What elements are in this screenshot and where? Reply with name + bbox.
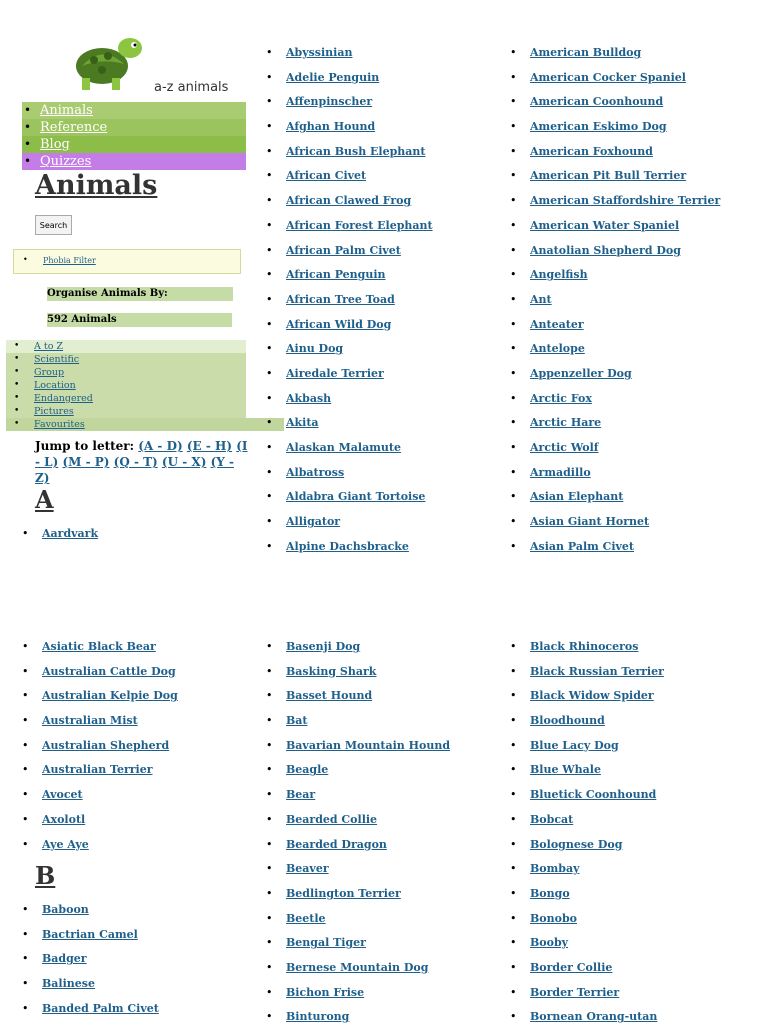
- animal-link[interactable]: Bluetick Coonhound: [530, 788, 657, 802]
- animal-link[interactable]: Armadillo: [530, 465, 591, 479]
- phobia-filter-link[interactable]: Phobia Filter: [43, 256, 96, 265]
- animal-link[interactable]: Bolognese Dog: [530, 837, 623, 851]
- animal-link[interactable]: Axolotl: [42, 812, 86, 826]
- animal-link[interactable]: Angelfish: [530, 268, 588, 282]
- animal-link[interactable]: Bearded Collie: [286, 812, 378, 826]
- animal-link[interactable]: African Civet: [286, 169, 367, 183]
- org-link[interactable]: Favourites: [34, 419, 85, 430]
- animal-count: 592 Animals: [47, 313, 232, 327]
- org-link[interactable]: A to Z: [34, 341, 64, 352]
- nav-item-reference[interactable]: [22, 119, 246, 136]
- list-item: [510, 665, 760, 690]
- jump-link[interactable]: (M - P): [62, 455, 110, 469]
- list-item: [510, 490, 760, 515]
- jump-link[interactable]: (Q - T): [113, 455, 158, 469]
- list-item: [266, 466, 496, 491]
- list-item: [22, 788, 242, 813]
- list-item: [266, 120, 496, 145]
- list-item: [266, 416, 496, 441]
- animal-link[interactable]: Beaver: [286, 862, 329, 876]
- list-item: [266, 367, 496, 392]
- org-item-a-to-z[interactable]: [6, 340, 246, 353]
- animal-link[interactable]: Abyssinian: [286, 46, 353, 59]
- animal-link[interactable]: American Pit Bull Terrier: [530, 169, 687, 183]
- list-item: [266, 95, 496, 120]
- list-item: [22, 838, 242, 863]
- animal-link[interactable]: Aye Aye: [42, 837, 89, 851]
- animal-link[interactable]: American Staffordshire Terrier: [530, 194, 721, 208]
- animal-link[interactable]: Australian Terrier: [42, 763, 153, 777]
- list-item: [266, 887, 496, 912]
- list-item: [510, 961, 760, 986]
- animal-link[interactable]: Badger: [42, 952, 87, 966]
- animal-link[interactable]: Bearded Dragon: [286, 837, 387, 851]
- list-col-a-mid: [266, 46, 496, 564]
- jump-link[interactable]: (Y - Z): [35, 455, 234, 485]
- jump-link[interactable]: (E - H): [186, 439, 233, 453]
- org-item-endangered[interactable]: [6, 392, 246, 405]
- animal-link[interactable]: Binturong: [286, 1010, 350, 1024]
- list-item: [510, 862, 760, 887]
- animal-link[interactable]: Baboon: [42, 903, 89, 916]
- animal-link[interactable]: Australian Mist: [42, 714, 138, 728]
- list-item: [266, 838, 496, 863]
- animal-link[interactable]: Antelope: [530, 342, 585, 356]
- animal-link[interactable]: Airedale Terrier: [286, 366, 384, 380]
- animal-link[interactable]: Bombay: [530, 862, 580, 876]
- page-title: Animals: [35, 170, 158, 201]
- search-button[interactable]: Search: [35, 215, 72, 235]
- animal-link[interactable]: Black Widow Spider: [530, 689, 654, 703]
- animal-link[interactable]: Basking Shark: [286, 664, 377, 678]
- section-heading-b: B: [35, 861, 56, 890]
- animal-link[interactable]: Australian Cattle Dog: [42, 664, 176, 678]
- nav-item-blog[interactable]: [22, 136, 246, 153]
- organise-label: Organise Animals By:: [47, 287, 233, 301]
- list-item: [266, 665, 496, 690]
- animal-link[interactable]: American Bulldog: [530, 46, 642, 59]
- animal-link[interactable]: American Coonhound: [530, 95, 664, 109]
- nav-item-quizzes[interactable]: [22, 153, 246, 170]
- list-col-b-mid: [266, 640, 496, 1035]
- jump-link[interactable]: (U - X): [161, 455, 207, 469]
- list-item: [510, 392, 760, 417]
- list-item: [510, 515, 760, 540]
- list-item: [510, 887, 760, 912]
- animal-link[interactable]: American Eskimo Dog: [530, 120, 667, 134]
- animal-link[interactable]: African Tree Toad: [286, 292, 395, 306]
- animal-link[interactable]: African Bush Elephant: [286, 144, 426, 158]
- nav-item-animals[interactable]: [22, 102, 246, 119]
- list-item: [510, 169, 760, 194]
- list-item: [510, 46, 760, 71]
- nav-link-blog[interactable]: Blog: [40, 137, 70, 152]
- list-item: [510, 739, 760, 764]
- animal-link[interactable]: Bernese Mountain Dog: [286, 960, 429, 974]
- animal-link[interactable]: Australian Shepherd: [42, 738, 170, 752]
- list-item: [266, 813, 496, 838]
- animal-link[interactable]: Aldabra Giant Tortoise: [286, 490, 426, 504]
- animal-link[interactable]: Arctic Hare: [530, 416, 602, 430]
- list-item: [266, 71, 496, 96]
- list-item: [22, 739, 242, 764]
- list-item: [510, 416, 760, 441]
- animal-link[interactable]: Alpine Dachsbracke: [286, 539, 409, 553]
- animal-link[interactable]: American Cocker Spaniel: [530, 70, 686, 84]
- org-link[interactable]: Group: [34, 367, 65, 378]
- list-item: [510, 936, 760, 961]
- list-col-a-left: [22, 527, 242, 552]
- animal-link[interactable]: Basenji Dog: [286, 640, 361, 653]
- list-item: [510, 466, 760, 491]
- list-item: [510, 145, 760, 170]
- animal-link[interactable]: African Palm Civet: [286, 243, 401, 257]
- list-item: [510, 367, 760, 392]
- animal-link[interactable]: Anatolian Shepherd Dog: [530, 243, 681, 257]
- list-item: [510, 689, 760, 714]
- list-item: [510, 71, 760, 96]
- list-item: [510, 268, 760, 293]
- list-item: [22, 813, 242, 838]
- animal-link[interactable]: Appenzeller Dog: [530, 366, 632, 380]
- list-item: [22, 1002, 242, 1027]
- list-item: [510, 912, 760, 937]
- org-item-group[interactable]: [6, 366, 246, 379]
- jump-to-letter: [35, 438, 250, 486]
- list-item: [22, 928, 242, 953]
- list-item: [22, 977, 242, 1002]
- list-item: [22, 665, 242, 690]
- list-item: [266, 714, 496, 739]
- list-item: [510, 120, 760, 145]
- list-item: [266, 268, 496, 293]
- animal-link[interactable]: Bedlington Terrier: [286, 886, 401, 900]
- section-heading-a: A: [35, 485, 54, 514]
- list-item: [22, 689, 242, 714]
- animal-link[interactable]: Bonobo: [530, 911, 577, 925]
- list-item: [266, 788, 496, 813]
- list-item: [510, 441, 760, 466]
- list-item: [510, 293, 760, 318]
- animal-link[interactable]: Ainu Dog: [286, 342, 344, 356]
- list-item: [510, 763, 760, 788]
- list-item: [266, 169, 496, 194]
- list-item: [266, 912, 496, 937]
- nav-link-animals[interactable]: Animals: [40, 103, 93, 118]
- list-item: [266, 961, 496, 986]
- animal-link[interactable]: Avocet: [42, 788, 83, 802]
- list-item: [266, 936, 496, 961]
- nav-link-quizzes[interactable]: Quizzes: [40, 154, 92, 169]
- animal-link[interactable]: Bongo: [530, 886, 570, 900]
- list-col-b-left-top: [22, 640, 242, 862]
- phobia-filter-box: [13, 249, 241, 274]
- animal-link[interactable]: Asian Elephant: [530, 490, 624, 504]
- animal-link[interactable]: African Forest Elephant: [286, 218, 433, 232]
- list-item: [22, 763, 242, 788]
- list-item: [510, 318, 760, 343]
- animal-link[interactable]: Bengal Tiger: [286, 936, 366, 950]
- animal-link[interactable]: Beetle: [286, 911, 326, 925]
- animal-link[interactable]: Akita: [286, 416, 319, 430]
- list-col-b-right: [510, 640, 760, 1035]
- list-item: [266, 219, 496, 244]
- animal-link[interactable]: Bat: [286, 714, 308, 728]
- org-item-pictures[interactable]: [6, 405, 246, 418]
- list-item: [266, 739, 496, 764]
- list-item: [510, 838, 760, 863]
- list-item: [266, 640, 496, 665]
- animal-link[interactable]: American Water Spaniel: [530, 218, 680, 232]
- list-item: [266, 689, 496, 714]
- org-link[interactable]: Pictures: [34, 406, 74, 417]
- list-item: [266, 862, 496, 887]
- animal-link[interactable]: Alligator: [286, 515, 341, 529]
- animal-link[interactable]: Arctic Fox: [530, 391, 592, 405]
- animal-link[interactable]: Akbash: [286, 391, 332, 405]
- animal-link[interactable]: Afghan Hound: [286, 120, 376, 134]
- animal-link[interactable]: Border Collie: [530, 960, 613, 974]
- animal-link[interactable]: Asian Palm Civet: [530, 539, 635, 553]
- animal-link[interactable]: Arctic Wolf: [530, 441, 599, 454]
- list-item: [266, 490, 496, 515]
- animal-link[interactable]: Bichon Frise: [286, 985, 365, 999]
- animal-link[interactable]: Bornean Orang-utan: [530, 1010, 658, 1024]
- list-item: [22, 640, 242, 665]
- list-item: [510, 788, 760, 813]
- animal-link[interactable]: Albatross: [286, 465, 345, 479]
- animal-link[interactable]: Blue Whale: [530, 763, 601, 777]
- animal-link[interactable]: Alaskan Malamute: [286, 441, 401, 454]
- list-item: [510, 640, 760, 665]
- list-item: [22, 714, 242, 739]
- list-item: [22, 952, 242, 977]
- list-item: [266, 1010, 496, 1035]
- animal-link[interactable]: Adelie Penguin: [286, 70, 380, 84]
- list-col-a-right: [510, 46, 760, 564]
- list-item: [266, 392, 496, 417]
- list-item: [266, 441, 496, 466]
- animal-link[interactable]: African Wild Dog: [286, 317, 392, 331]
- animal-link[interactable]: Basset Hound: [286, 689, 373, 703]
- animal-link[interactable]: Blue Lacy Dog: [530, 738, 619, 752]
- animal-link[interactable]: Balinese: [42, 977, 95, 991]
- list-item: [510, 219, 760, 244]
- list-item: [266, 986, 496, 1011]
- org-item-favourites[interactable]: [6, 418, 284, 431]
- animal-link[interactable]: American Foxhound: [530, 144, 653, 158]
- organise-nav: [6, 340, 246, 431]
- list-item: [510, 342, 760, 367]
- animal-link[interactable]: Aardvark: [42, 527, 99, 540]
- list-item: [266, 46, 496, 71]
- main-nav: [22, 102, 246, 170]
- animal-link[interactable]: Asiatic Black Bear: [42, 640, 156, 653]
- list-item: [266, 763, 496, 788]
- list-item: [510, 244, 760, 269]
- animal-link[interactable]: African Clawed Frog: [286, 194, 412, 208]
- animal-link[interactable]: Anteater: [530, 317, 584, 331]
- list-item: [266, 318, 496, 343]
- list-item: [266, 540, 496, 565]
- animal-link[interactable]: Bear: [286, 788, 316, 802]
- animal-link[interactable]: Affenpinscher: [286, 95, 373, 109]
- org-link[interactable]: Endangered: [34, 393, 93, 404]
- list-item: [510, 714, 760, 739]
- nav-link-reference[interactable]: Reference: [40, 120, 108, 135]
- list-item: [266, 515, 496, 540]
- org-link[interactable]: Scientific: [34, 354, 80, 365]
- list-item: [510, 194, 760, 219]
- animal-link[interactable]: Bavarian Mountain Hound: [286, 738, 451, 752]
- list-item: [22, 527, 242, 552]
- org-item-location[interactable]: [6, 379, 246, 392]
- animal-link[interactable]: Banded Palm Civet: [42, 1001, 159, 1015]
- list-item: [266, 293, 496, 318]
- list-item: [266, 194, 496, 219]
- logo-text: a-z animals: [154, 80, 229, 95]
- list-item: [510, 540, 760, 565]
- bullet: •: [23, 255, 28, 264]
- animal-link[interactable]: Beagle: [286, 763, 329, 777]
- jump-link[interactable]: (A - D): [138, 439, 183, 453]
- list-item: [266, 244, 496, 269]
- list-item: [510, 986, 760, 1011]
- animal-link[interactable]: Black Rhinoceros: [530, 640, 639, 653]
- jump-link[interactable]: (I - L): [35, 439, 248, 469]
- list-col-b-left-bottom: [22, 903, 242, 1026]
- list-item: [266, 145, 496, 170]
- jump-label: Jump to letter:: [35, 439, 135, 453]
- org-item-scientific[interactable]: [6, 353, 246, 366]
- list-item: [510, 813, 760, 838]
- animal-link[interactable]: Bobcat: [530, 812, 574, 826]
- list-item: [22, 903, 242, 928]
- animal-link[interactable]: Booby: [530, 936, 569, 950]
- animal-link[interactable]: Asian Giant Hornet: [530, 515, 650, 529]
- animal-link[interactable]: Ant: [530, 292, 552, 306]
- animal-link[interactable]: Bactrian Camel: [42, 927, 138, 941]
- animal-link[interactable]: Border Terrier: [530, 985, 620, 999]
- org-link[interactable]: Location: [34, 380, 76, 391]
- animal-link[interactable]: Bloodhound: [530, 714, 605, 728]
- list-item: [510, 95, 760, 120]
- animal-link[interactable]: Black Russian Terrier: [530, 664, 664, 678]
- list-item: [266, 342, 496, 367]
- animal-link[interactable]: Australian Kelpie Dog: [42, 689, 178, 703]
- list-item: [510, 1010, 760, 1035]
- animal-link[interactable]: African Penguin: [286, 268, 386, 282]
